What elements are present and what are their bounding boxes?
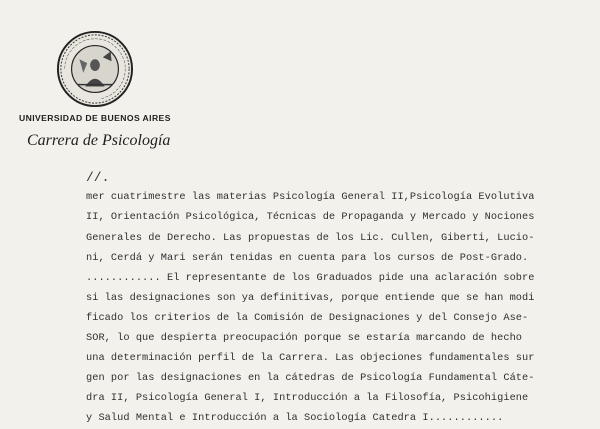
page-continuation-mark: //. (86, 170, 110, 185)
university-seal-icon (56, 30, 134, 108)
text-line: dra II, Psicología General I, Introducción a la Filosofía, Psicohigiene (86, 392, 529, 404)
text-line: una determinación perfil de la Carrera. Las objeciones fundamentales sur (86, 352, 535, 364)
text-line: mer cuatrimestre las materias Psicología General II,Psicología Evolutiva (86, 191, 535, 203)
text-line: gen por las designaciones en la cátedras de Psicología Fundamental Cáte- (86, 372, 535, 384)
university-name: UNIVERSIDAD DE BUENOS AIRES (19, 113, 171, 123)
svg-text:~~~~~~~~~~~~~~~~~~~~~~~~~~~~~~: ~~~~~~~~~~~~~~~~~~~~~~~~~~~~~~~~ (62, 36, 128, 101)
text-line: ni, Cerdá y Mari serán tenidas en cuenta para los cursos de Post-Grado. (86, 252, 529, 264)
text-line: SOR, lo que despierta preocupación porque se estaría marcando de hecho (86, 332, 523, 344)
text-line: ficado los criterios de la Comisión de Designaciones y del Consejo Ase- (86, 312, 529, 324)
text-line: y Salud Mental e Introducción a la Sociología Catedra I............ (86, 412, 504, 424)
text-line: ............ El representante de los Graduados pide una aclaración sobre (86, 272, 535, 284)
text-line: Generales de Derecho. Las propuestas de los Lic. Cullen, Giberti, Lucio- (86, 232, 535, 244)
text-line: II, Orientación Psicológica, Técnicas de Propaganda y Mercado y Nociones (86, 211, 535, 223)
text-line: si las designaciones son ya definitivas, porque entiende que se han modi (86, 292, 535, 304)
career-name: Carrera de Psicología (27, 132, 171, 149)
